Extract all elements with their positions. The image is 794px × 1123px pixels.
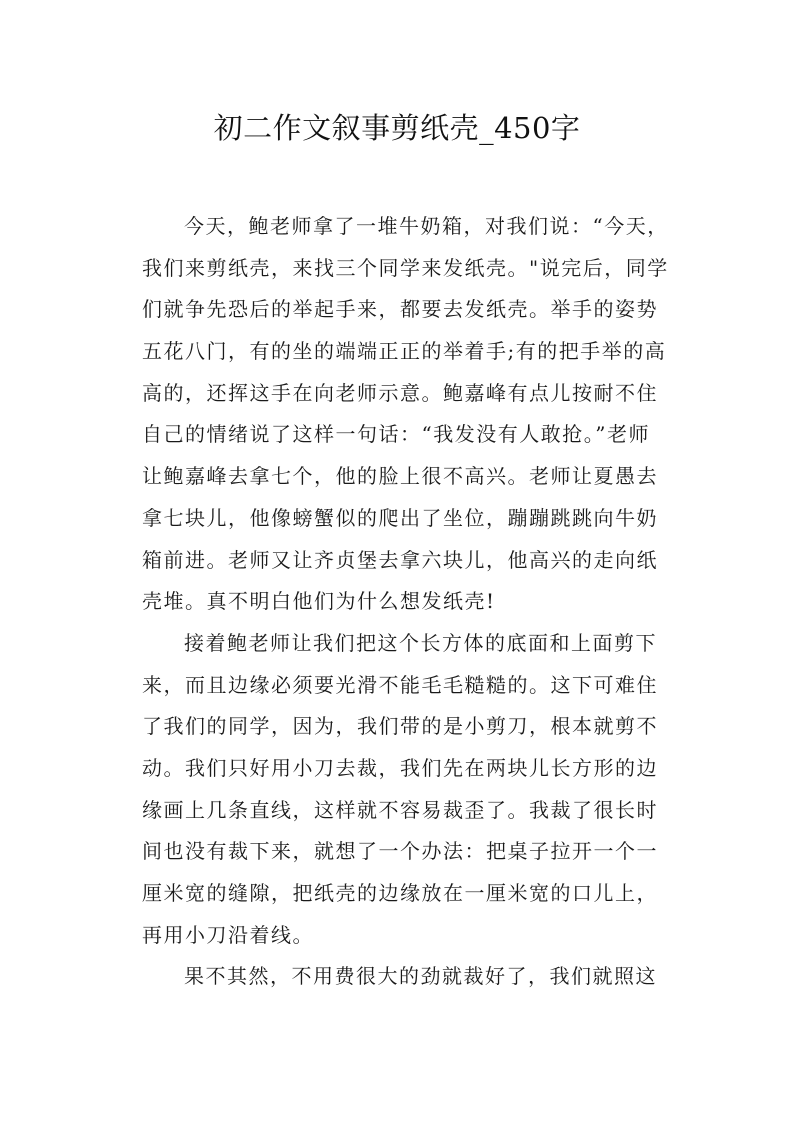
paragraph-2-line-4: 动。我们只好用小刀去裁，我们先在两块儿长方形的边	[142, 755, 658, 780]
paragraph-1-line-10: 壳堆。真不明白他们为什么想发纸壳!	[142, 589, 496, 614]
paragraph-1-line-2: 我们来剪纸壳，来找三个同学来发纸壳。"说完后，同学	[142, 255, 669, 280]
paragraph-2-line-3: 了我们的同学，因为，我们带的是小剪刀，根本就剪不	[142, 714, 658, 739]
paragraph-1-line-3: 们就争先恐后的举起手来，都要去发纸壳。举手的姿势	[142, 297, 658, 322]
paragraph-2-line-5: 缘画上几条直线，这样就不容易裁歪了。我裁了很长时	[142, 797, 658, 822]
paragraph-1-line-1: 今天，鲍老师拿了一堆牛奶箱，对我们说：“今天，	[184, 214, 669, 238]
paragraph-1-line-4: 五花八门，有的坐的端端正正的举着手;有的把手举的高	[142, 339, 667, 364]
paragraph-1-line-6: 自己的情绪说了这样一句话：“我发没有人敢抢。”老师	[142, 422, 650, 447]
paragraph-1-line-7: 让鲍嘉峰去拿七个，他的脸上很不高兴。老师让夏愚去	[142, 464, 658, 489]
paragraph-2-line-6: 间也没有裁下来，就想了一个办法：把桌子拉开一个一	[142, 839, 658, 864]
paragraph-1-line-5: 高的，还挥这手在向老师示意。鲍嘉峰有点儿按耐不住	[142, 380, 658, 405]
paragraph-2-line-7: 厘米宽的缝隙，把纸壳的边缘放在一厘米宽的口儿上，	[142, 881, 658, 905]
paragraph-2-line-2: 来，而且边缘必须要光滑不能毛毛糙糙的。这下可难住	[142, 672, 658, 697]
document-body	[142, 206, 672, 998]
document-title: 初二作文叙事剪纸壳_450字	[213, 111, 581, 145]
paragraph-3-line-1: 果不其然，不用费很大的劲就裁好了，我们就照这	[184, 964, 657, 989]
paragraph-2-line-8: 再用小刀沿着线。	[142, 922, 314, 947]
paragraph-1-line-9: 箱前进。老师又让齐贞堡去拿六块儿，他高兴的走向纸	[142, 547, 658, 572]
paragraph-1-line-8: 拿七块儿，他像螃蟹似的爬出了坐位，蹦蹦跳跳向牛奶	[142, 505, 658, 530]
paragraph-2-line-1: 接着鲍老师让我们把这个长方体的底面和上面剪下	[184, 630, 657, 655]
